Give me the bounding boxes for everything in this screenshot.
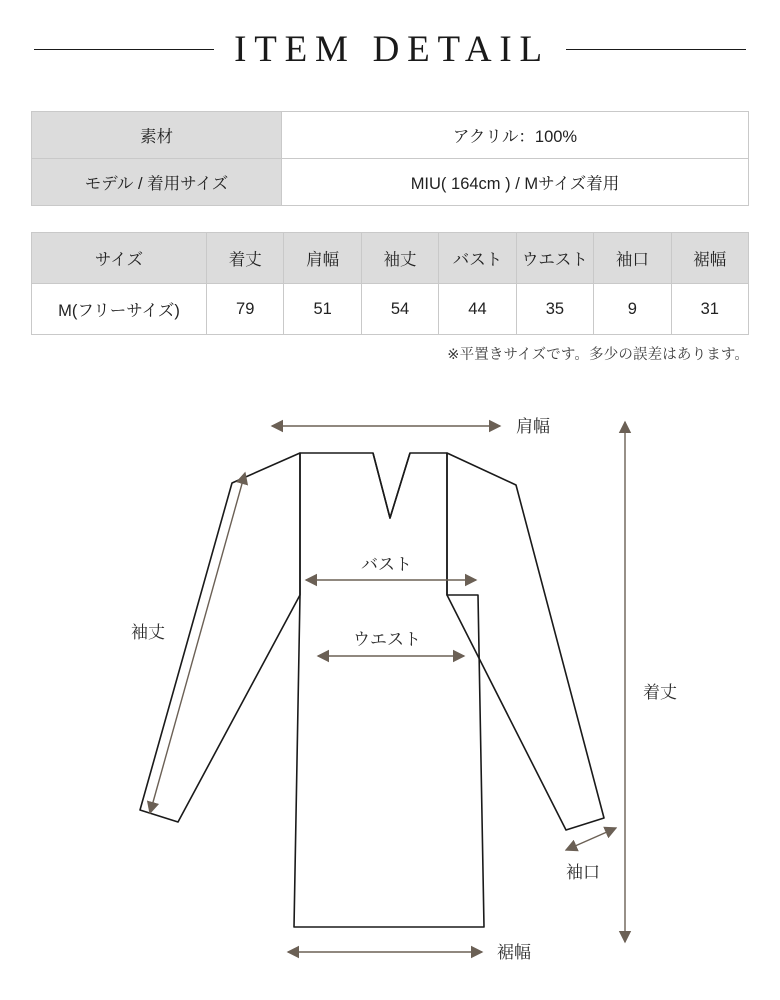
dimension-label-shoulder: 肩幅 [516, 417, 550, 436]
size-cell-shoulder: 51 [284, 284, 361, 335]
size-header-hem: 裾幅 [671, 233, 748, 284]
size-cell-cuff: 9 [594, 284, 671, 335]
size-header-shoulder: 肩幅 [284, 233, 361, 284]
size-note: ※平置きサイズです。多少の誤差はあります。 [447, 347, 749, 363]
size-header-size: サイズ [32, 233, 207, 284]
page-title: ITEM DETAIL [234, 28, 550, 70]
dimension-label-hem: 裾幅 [497, 943, 531, 962]
size-cell-waist: 35 [516, 284, 593, 335]
size-cell-length: 79 [207, 284, 284, 335]
spec-value-material: アクリル：100% [282, 112, 749, 159]
size-cell-size: M(フリーサイズ) [32, 284, 207, 335]
size-cell-sleeve: 54 [361, 284, 438, 335]
garment-measurement-diagram [0, 390, 780, 1000]
spec-table [31, 111, 749, 206]
dimension-sleeve-length [150, 473, 245, 813]
size-header-sleeve: 袖丈 [361, 233, 438, 284]
table-header-row [32, 233, 749, 284]
size-header-cuff: 袖口 [594, 233, 671, 284]
size-header-length: 着丈 [207, 233, 284, 284]
spec-label-model: モデル / 着用サイズ [32, 159, 282, 206]
dimension-label-sleeve-length: 袖丈 [131, 623, 165, 642]
dimension-label-bust: バスト [361, 555, 412, 574]
size-table [31, 232, 749, 335]
dimension-label-cuff: 袖口 [566, 863, 600, 882]
size-cell-bust: 44 [439, 284, 516, 335]
table-row [32, 284, 749, 335]
table-row [32, 112, 749, 159]
size-header-waist: ウエスト [516, 233, 593, 284]
spec-value-model: MIU( 164cm ) / Mサイズ着用 [282, 159, 749, 206]
size-cell-hem: 31 [671, 284, 748, 335]
table-row [32, 159, 749, 206]
size-header-bust: バスト [439, 233, 516, 284]
header-rule-right [566, 49, 746, 50]
dimension-label-body-length: 着丈 [643, 683, 677, 702]
header-rule-left [34, 49, 214, 50]
page-header [0, 26, 780, 72]
dimension-cuff [566, 828, 616, 850]
garment-outline [140, 453, 604, 927]
dimension-label-waist: ウエスト [353, 630, 421, 649]
spec-label-material: 素材 [32, 112, 282, 159]
